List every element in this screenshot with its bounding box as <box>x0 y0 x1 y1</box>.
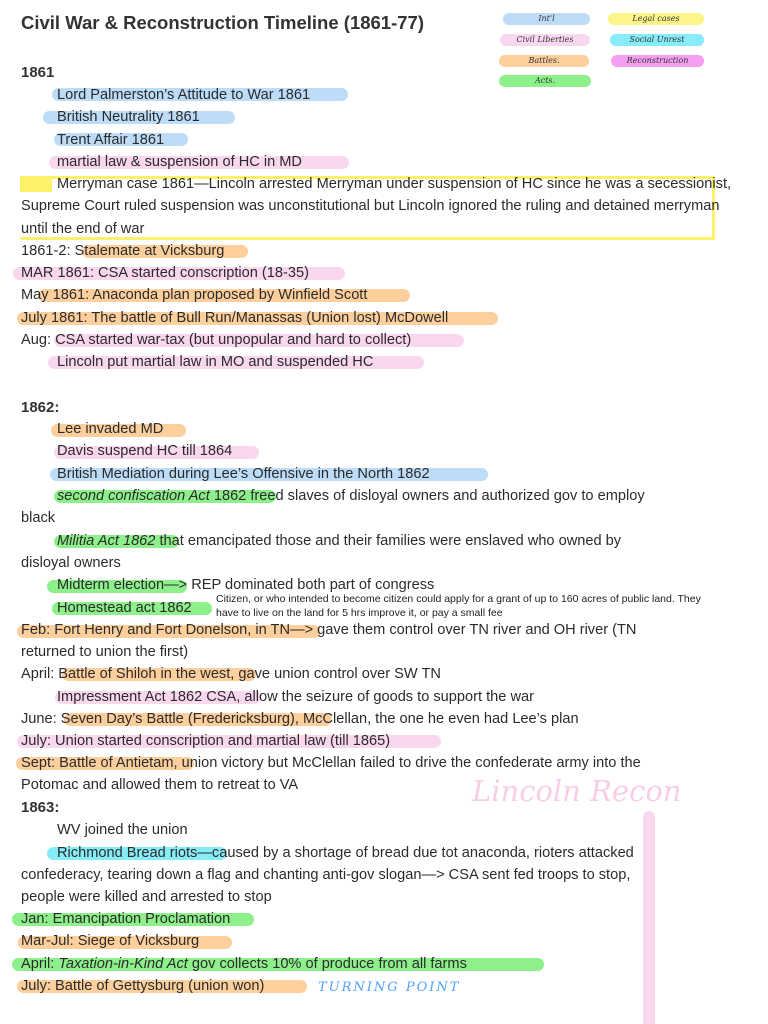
list-item: second confiscation Act 1862 freed slaves of disloyal owners and authorized gov to employ <box>57 488 645 504</box>
legend-acts: Acts. <box>499 75 591 87</box>
year-heading-1862: 1862: <box>21 399 60 416</box>
list-item-continued: Potomac and allowed them to retreat to VA <box>21 777 299 793</box>
list-item-continued: returned to union the first) <box>21 644 189 660</box>
turning-point-note: TURNING POINT <box>318 980 461 995</box>
list-item: Mar-Jul: Siege of Vicksburg <box>21 933 200 949</box>
lincoln-recon-note: Lincoln Recon <box>472 774 682 808</box>
list-item: Davis suspend HC till 1864 <box>57 443 233 459</box>
list-item: April: Taxation-in-Kind Act gov collects 10% of produce from all farms <box>21 956 467 972</box>
list-item: Trent Affair 1861 <box>57 132 165 148</box>
reconstruction-bracket-line <box>643 811 655 1024</box>
list-item: Lee invaded MD <box>57 421 164 437</box>
legend-civil-liberties: Civil Liberties <box>500 34 590 46</box>
list-item-continued: confederacy, tearing down a flag and chanting anti-gov slogan—> CSA sent fed troops to stop, <box>21 867 631 883</box>
list-item: 1861-2: Stalemate at Vicksburg <box>21 243 225 259</box>
year-heading-1863: 1863: <box>21 799 60 816</box>
year-heading-1861: 1861 <box>21 64 55 81</box>
list-item: Feb: Fort Henry and Fort Donelson, in TN—> gave them control over TN river and OH river (TN <box>21 622 637 638</box>
list-item: WV joined the union <box>57 822 188 838</box>
list-item: Lincoln put martial law in MO and suspended HC <box>57 354 374 370</box>
list-item: Aug: CSA started war-tax (but unpopular and hard to collect) <box>21 332 412 348</box>
list-item: July: Battle of Gettysburg (union won) <box>21 978 265 994</box>
page-title: Civil War & Reconstruction Timeline (1861-77) <box>21 12 424 33</box>
list-item: May 1861: Anaconda plan proposed by Winfield Scott <box>21 287 368 303</box>
list-item: Lord Palmerston’s Attitude to War 1861 <box>57 87 311 103</box>
legend-intl: Int'l <box>503 13 590 25</box>
list-item: June: Seven Day’s Battle (Fredericksburg), McClellan, the one he even had Lee’s plan <box>21 711 579 727</box>
list-item: MAR 1861: CSA started conscription (18-35) <box>21 265 309 281</box>
list-item: Homestead act 1862 <box>57 600 192 616</box>
list-item: Sept: Battle of Antietam, union victory but McClellan failed to drive the confederate army into the <box>21 755 641 771</box>
list-item: Midterm election—> REP dominated both part of congress <box>57 577 435 593</box>
list-item: martial law & suspension of HC in MD <box>57 154 302 170</box>
legend-reconstruction: Reconstruction <box>611 55 704 67</box>
homestead-note: Citizen, or who intended to become citizen could apply for a grant of up to 160 acres of public land. They have to live on the land for 5 hrs improve it, or pay a small fee <box>216 593 701 619</box>
list-item-continued: disloyal owners <box>21 555 121 571</box>
merryman-case: Merryman case 1861—Lincoln arrested Merryman under suspension of HC since he was a secessionist, Supreme Court ruled suspension was unconstitutional but Lincoln ignored the ruling and detained merryman until the end of war <box>21 176 732 237</box>
list-item: Impressment Act 1862 CSA, allow the seizure of goods to support the war <box>57 689 534 705</box>
legend-social-unrest: Social Unrest <box>610 34 704 46</box>
list-item: April: Battle of Shiloh in the west, gave union control over SW TN <box>21 666 441 682</box>
list-item: British Mediation during Lee’s Offensive in the North 1862 <box>57 466 430 482</box>
list-item: July 1861: The battle of Bull Run/Manassas (Union lost) McDowell <box>21 310 449 326</box>
list-item: Militia Act 1862 that emancipated those and their families were enslaved who owned by <box>57 533 622 549</box>
legend-legal-cases: Legal cases <box>608 13 704 25</box>
list-item: Richmond Bread riots—caused by a shortage of bread due tot anaconda, rioters attacked <box>57 845 634 861</box>
list-item: British Neutrality 1861 <box>57 109 200 125</box>
list-item-continued: black <box>21 510 56 526</box>
list-item: July: Union started conscription and martial law (till 1865) <box>21 733 391 749</box>
list-item: Jan: Emancipation Proclamation <box>21 911 231 927</box>
legend-battles: Battles. <box>499 55 589 67</box>
list-item-continued: people were killed and arrested to stop <box>21 889 272 905</box>
